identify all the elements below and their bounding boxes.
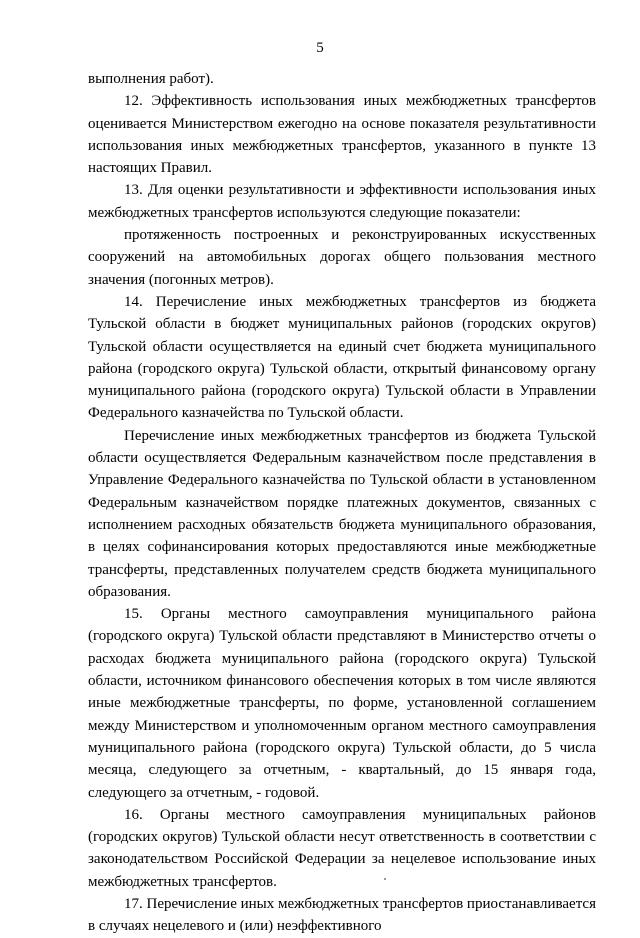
paragraph-continuation: выполнения работ).	[88, 71, 214, 87]
document-body	[88, 68, 596, 938]
paragraph-transfer-procedure: Перечисление иных межбюджетных трансфертов из бюджета Тульской области осуществляется Федеральным казначейством после представления в Управление Федерального казначейства по Тульской области в установленном Федеральным казначейством порядке платежных документов, связанных с исполнением расходных обязательств бюджета муниципального образования, в целях софинансирования которых предоставляются иные межбюджетные трансферты, представленных получателем средств бюджета муниципального образования.	[88, 427, 596, 600]
paragraph-item-13: 13. Для оценки результативности и эффективности использования иных межбюджетных трансфертов используются следующие показатели:	[88, 182, 596, 221]
paragraph-item-14: 14. Перечисление иных межбюджетных трансфертов из бюджета Тульской области в бюджет муниципальных районов (городских округов) Тульской области осуществляется на единый счет бюджета муниципального района (городского округа) Тульской области, открытый финансовому органу муниципального района (городского округа) Тульской области в Управлении Федерального казначейства по Тульской области.	[88, 293, 596, 422]
paragraph-indicator: протяженность построенных и реконструированных искусственных сооружений на автомобильных дорогах общего пользования местного значения (погонных метров).	[88, 227, 596, 288]
paragraph-item-12: 12. Эффективность использования иных межбюджетных трансфертов оценивается Министерством ежегодно на основе показателя результативности использования иных межбюджетных трансфертов, указанного в пункте 13 настоящих Правил.	[88, 93, 596, 177]
paragraph-item-15: 15. Органы местного самоуправления муниципального района (городского округа) Тульской области представляют в Министерство отчеты о расходах бюджета муниципального района (городского округа) Тульской области, источником финансового обеспечения которых в том числе являются иные межбюджетные трансферты, по форме, установленной соглашением между Министерством и уполномоченным органом местного самоуправления муниципального района (городского округа) Тульской области, до 5 числа месяца, следующего за отчетным, - квартальный, до 15 января года, следующего за отчетным, - годовой.	[88, 606, 596, 801]
page-number: 5	[316, 40, 324, 56]
paragraph-item-17: 17. Перечисление иных межбюджетных трансфертов приостанавливается в случаях нецелевого и (или) неэффективного	[88, 895, 596, 935]
paragraph-item-16: 16. Органы местного самоуправления муниципальных районов (городских округов) Тульской области несут ответственность в соответствии с законодательством Российской Федерации за нецелевое использование иных межбюджетных трансфертов.	[88, 806, 596, 890]
scan-artifact-dot	[384, 878, 386, 880]
